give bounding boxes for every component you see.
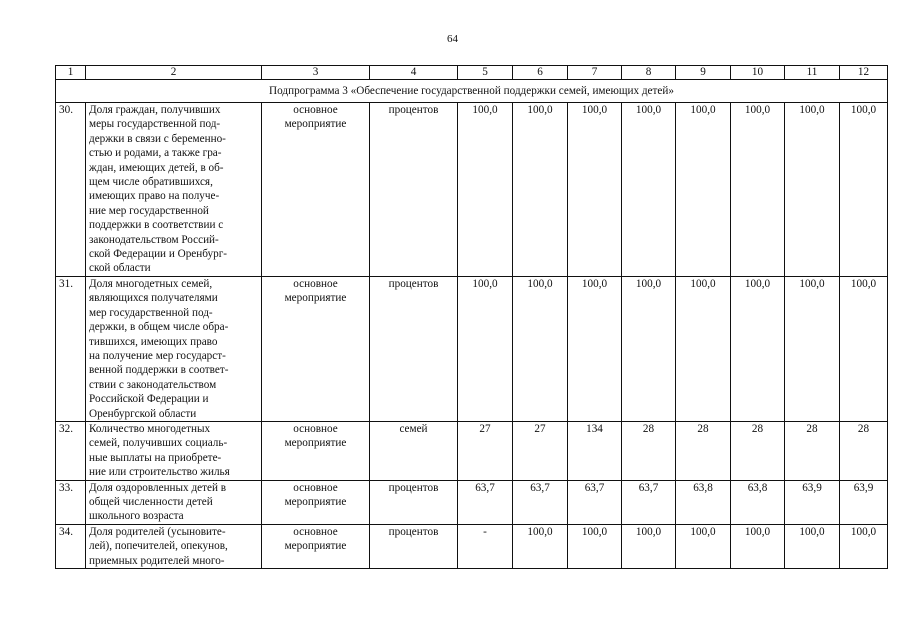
indicator-name-line: ствии с законодательством (89, 378, 217, 391)
indicator-value: 100,0 (785, 103, 840, 277)
column-header: 3 (262, 66, 370, 80)
row-number: 34. (56, 524, 86, 568)
row-number: 31. (56, 276, 86, 421)
unit-of-measure: процентов (370, 103, 458, 277)
indicator-value: 63,7 (622, 480, 676, 524)
indicator-name-line: поддержки в соответствии с (89, 219, 224, 232)
table-row (56, 421, 888, 480)
indicator-name-line: ской Федерации и Оренбург- (89, 248, 228, 261)
indicator-value: 100,0 (840, 276, 888, 421)
table-row (56, 103, 888, 277)
indicator-value: 134 (568, 421, 622, 480)
indicator-value: 100,0 (676, 524, 731, 568)
unit-of-measure: процентов (370, 480, 458, 524)
indicator-value: 100,0 (568, 103, 622, 277)
column-header: 11 (785, 66, 840, 80)
column-header: 1 (56, 66, 86, 80)
indicator-name-line: законодательством Россий- (89, 233, 219, 246)
indicator-value: 100,0 (785, 276, 840, 421)
indicator-name-line: имеющих право на получе- (89, 190, 220, 203)
column-header: 2 (86, 66, 262, 80)
indicator-name (86, 421, 262, 480)
column-header: 6 (513, 66, 568, 80)
indicator-name-line: держки в связи с беременно- (89, 132, 226, 145)
unit-of-measure: процентов (370, 524, 458, 568)
column-header: 9 (676, 66, 731, 80)
indicator-name-line: Оренбургской области (89, 407, 197, 420)
indicator-name-line: стью и родами, а также гра- (89, 147, 222, 160)
column-header: 5 (458, 66, 513, 80)
indicator-name-line: щем числе обратившихся, (89, 176, 213, 189)
row-number: 30. (56, 103, 86, 277)
indicator-type (262, 276, 370, 421)
page-number: 64 (447, 33, 458, 45)
indicator-value: 100,0 (840, 103, 888, 277)
indicator-type-line: основное (293, 104, 338, 116)
column-number-row (56, 66, 888, 80)
indicator-name-line: ние или строительство жилья (89, 466, 230, 479)
indicator-name-line: ние мер государственной (89, 204, 209, 217)
indicator-type-line: основное (293, 422, 338, 435)
indicator-value: 100,0 (731, 276, 785, 421)
indicator-value: 100,0 (785, 524, 840, 568)
indicator-type-line: мероприятие (284, 292, 347, 305)
row-number: 32. (56, 421, 86, 480)
indicator-value: 100,0 (676, 276, 731, 421)
indicator-type (262, 421, 370, 480)
indicator-value: 100,0 (840, 524, 888, 568)
indicator-name-line: Количество многодетных (89, 422, 211, 435)
indicator-name-line: приемных родителей много- (89, 554, 225, 567)
indicator-name-line: меры государственной под- (89, 118, 221, 131)
indicator-value: 28 (840, 421, 888, 480)
indicator-name-line: держки, в общем числе обра- (89, 321, 229, 334)
indicator-value: 63,7 (513, 480, 568, 524)
column-header: 10 (731, 66, 785, 80)
indicator-name-line: Доля многодетных семей, (89, 277, 213, 290)
indicator-value: 63,7 (458, 480, 513, 524)
indicator-name-line: школьного возраста (89, 510, 184, 523)
indicator-type-line: основное (293, 481, 338, 494)
subprogram-row (56, 80, 888, 103)
indicator-name-line: семей, получивших социаль- (89, 437, 228, 450)
indicator-value: 100,0 (513, 276, 568, 421)
table-row (56, 524, 888, 568)
indicator-value: 28 (785, 421, 840, 480)
indicator-name-line: ждан, имеющих детей, в об- (89, 161, 224, 174)
indicator-type (262, 103, 370, 277)
table-row (56, 276, 888, 421)
indicator-type-line: мероприятие (284, 495, 347, 508)
indicator-value: 63,9 (785, 480, 840, 524)
indicator-value: 28 (731, 421, 785, 480)
indicator-name-line: Доля оздоровленных детей в (89, 481, 227, 494)
indicator-name (86, 103, 262, 277)
indicator-name-line: венной поддержки в соответ- (89, 364, 229, 377)
indicator-value: 100,0 (513, 103, 568, 277)
indicator-value: 100,0 (568, 276, 622, 421)
indicator-name-line: лей), попечителей, опекунов, (89, 540, 228, 553)
indicator-type-line: основное (293, 525, 338, 538)
indicator-name-line: Российской Федерации и (89, 393, 209, 406)
indicator-value: 28 (676, 421, 731, 480)
indicator-type (262, 524, 370, 568)
table-row (56, 480, 888, 524)
indicator-name (86, 276, 262, 421)
indicator-value: 100,0 (731, 103, 785, 277)
indicator-name-line: тившихся, имеющих право (89, 335, 218, 348)
indicator-name-line: ской области (89, 262, 151, 275)
indicator-value: 100,0 (513, 524, 568, 568)
indicator-type-line: мероприятие (284, 540, 347, 553)
indicator-value: 63,8 (676, 480, 731, 524)
indicator-name-line: Доля родителей (усыновите- (89, 525, 226, 538)
indicator-name-line: мер государственной под- (89, 306, 213, 319)
indicator-name-line: ные выплаты на приобрете- (89, 451, 222, 464)
indicator-name (86, 524, 262, 568)
indicator-value: 27 (458, 421, 513, 480)
column-header: 7 (568, 66, 622, 80)
indicator-value: 63,7 (568, 480, 622, 524)
indicator-type-line: мероприятие (284, 118, 347, 131)
indicators-table (55, 65, 888, 569)
column-header: 4 (370, 66, 458, 80)
indicator-name-line: на получение мер государст- (89, 349, 226, 362)
indicator-type (262, 480, 370, 524)
indicator-value: 100,0 (622, 524, 676, 568)
indicator-value: 100,0 (676, 103, 731, 277)
indicator-value: 100,0 (568, 524, 622, 568)
indicator-name-line: общей численности детей (89, 495, 213, 508)
indicator-value: 100,0 (731, 524, 785, 568)
row-number: 33. (56, 480, 86, 524)
indicator-type-line: мероприятие (284, 437, 347, 450)
subprogram-title: Подпрограмма 3 «Обеспечение государственной поддержки семей, имеющих детей» (56, 80, 888, 103)
indicator-value: 63,9 (840, 480, 888, 524)
indicator-name (86, 480, 262, 524)
indicator-name-line: являющихся получателями (89, 292, 218, 305)
column-header: 12 (840, 66, 888, 80)
indicator-value: 27 (513, 421, 568, 480)
indicator-value: 63,8 (731, 480, 785, 524)
column-header: 8 (622, 66, 676, 80)
indicator-value: 100,0 (458, 276, 513, 421)
unit-of-measure: семей (370, 421, 458, 480)
indicator-value: 100,0 (622, 103, 676, 277)
indicator-name-line: Доля граждан, получивших (89, 104, 221, 116)
indicator-value: 100,0 (458, 103, 513, 277)
indicator-value: 100,0 (622, 276, 676, 421)
indicator-value: 28 (622, 421, 676, 480)
indicator-type-line: основное (293, 277, 338, 290)
unit-of-measure: процентов (370, 276, 458, 421)
indicator-value: - (458, 524, 513, 568)
